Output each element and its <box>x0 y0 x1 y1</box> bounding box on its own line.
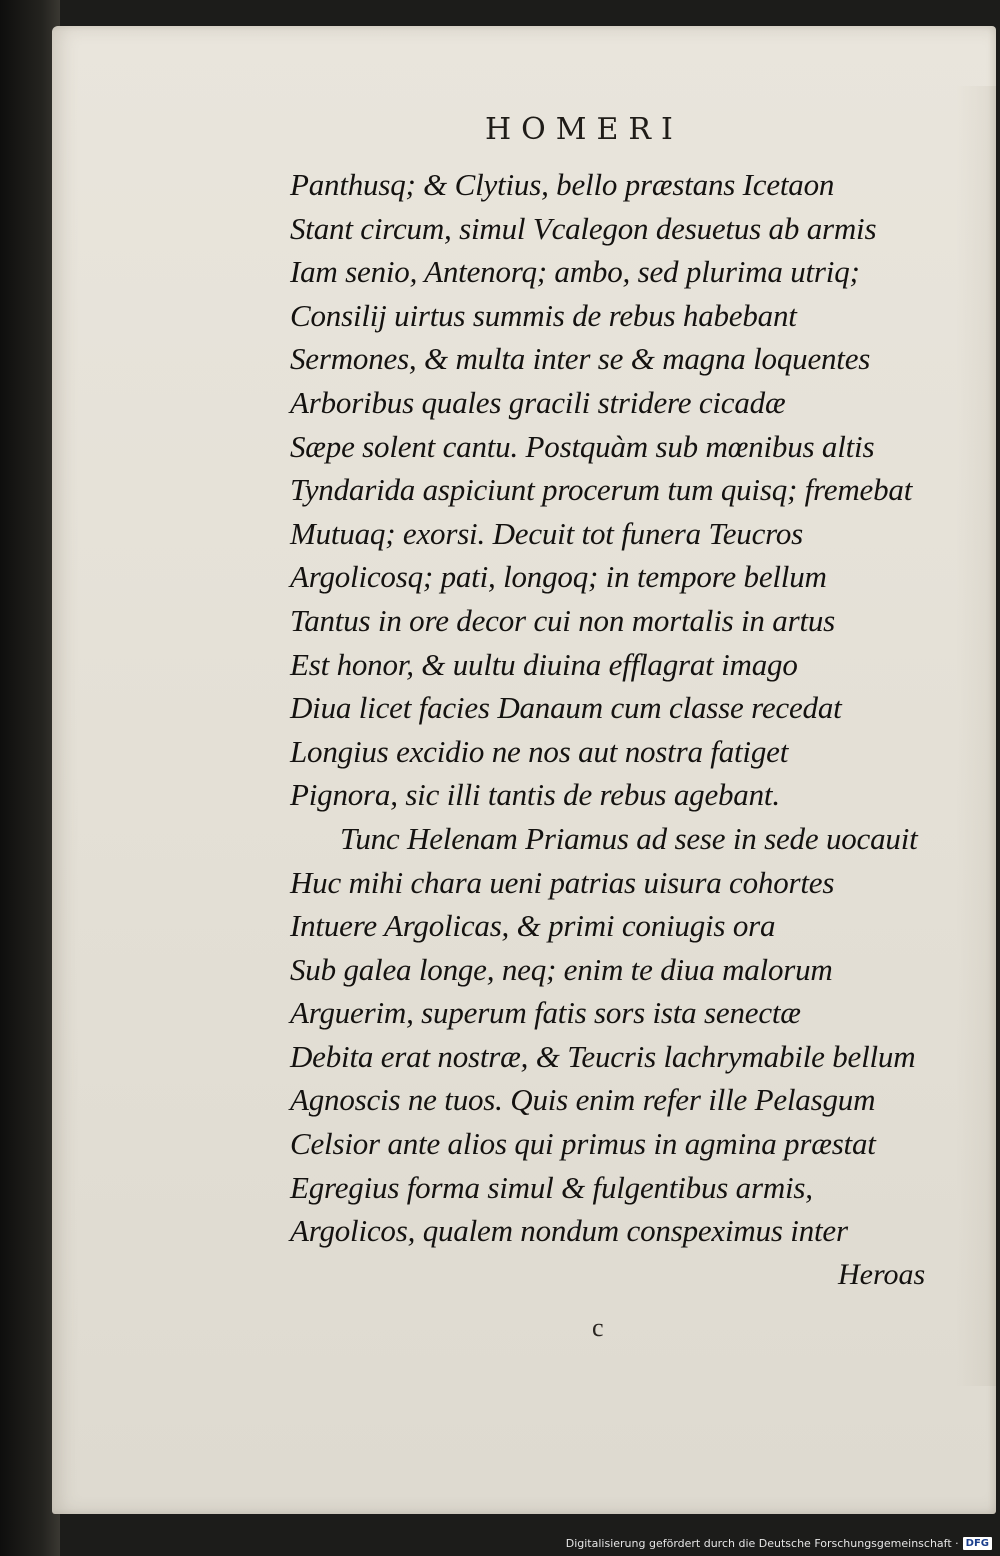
verse-line: Diua licet facies Danaum cum classe recedat <box>290 690 842 726</box>
verse-line: Sæpe solent cantu. Postquàm sub mœnibus altis <box>290 428 875 464</box>
verse-line: Argolicos, qualem nondum conspeximus inter <box>290 1213 848 1249</box>
credit-text: Digitalisierung gefördert durch die Deutsche Forschungsgemeinschaft · <box>565 1537 959 1550</box>
verse-line: Pignora, sic illi tantis de rebus agebant. <box>290 777 780 813</box>
verse-line: Tyndarida aspiciunt procerum tum quisq; fremebat <box>290 472 913 508</box>
book-edge <box>0 0 60 1556</box>
verse-line: Sub galea longe, neq; enim te diua malorum <box>290 951 833 987</box>
verse-line: Celsior ante alios qui primus in agmina præstat <box>290 1126 876 1162</box>
verse-line: Panthusq; & Clytius, bello præstans Icetaon <box>290 167 835 202</box>
verse-line: Arguerim, superum fatis sors ista senectæ <box>290 995 801 1031</box>
verse-line: Tantus in ore decor cui non mortalis in artus <box>290 602 836 638</box>
verse-line: Tunc Helenam Priamus ad sese in sede uocauit <box>340 820 918 856</box>
verse-line: Longius excidio ne nos aut nostra fatiget <box>290 733 789 769</box>
verse-line: Intuere Argolicas, & primi coniugis ora <box>290 908 776 944</box>
verse-line: Agnoscis ne tuos. Quis enim refer ille Pelasgum <box>290 1082 876 1118</box>
verse-line: Stant circum, simul Vcalegon desuetus ab armis <box>290 210 877 246</box>
digitization-credit <box>566 1537 992 1550</box>
verse-line: Argolicosq; pati, longoq; in tempore bellum <box>290 559 827 595</box>
catchword: Heroas <box>838 1258 926 1291</box>
verse-line: Mutuaq; exorsi. Decuit tot funera Teucros <box>290 515 804 551</box>
verse-text <box>290 163 940 1253</box>
verse-line: Debita erat nostræ, & Teucris lachrymabile bellum <box>290 1038 916 1074</box>
verse-line: Huc mihi chara ueni patrias uisura cohortes <box>290 864 835 900</box>
dfg-logo-icon: DFG <box>963 1537 992 1550</box>
signature-mark: c <box>592 1313 604 1342</box>
verse-line: Arboribus quales gracili stridere cicadæ <box>290 384 786 420</box>
verse-line: Egregius forma simul & fulgentibus armis, <box>290 1169 813 1205</box>
verse-line: Sermones, & multa inter se & magna loquentes <box>290 341 871 377</box>
verse-line: Iam senio, Antenorq; ambo, sed plurima utriq; <box>290 254 860 290</box>
verse-line: Consilij uirtus summis de rebus habebant <box>290 297 797 333</box>
running-head: HOMERI <box>485 112 683 147</box>
verse-line: Est honor, & uultu diuina efflagrat imago <box>290 646 798 682</box>
